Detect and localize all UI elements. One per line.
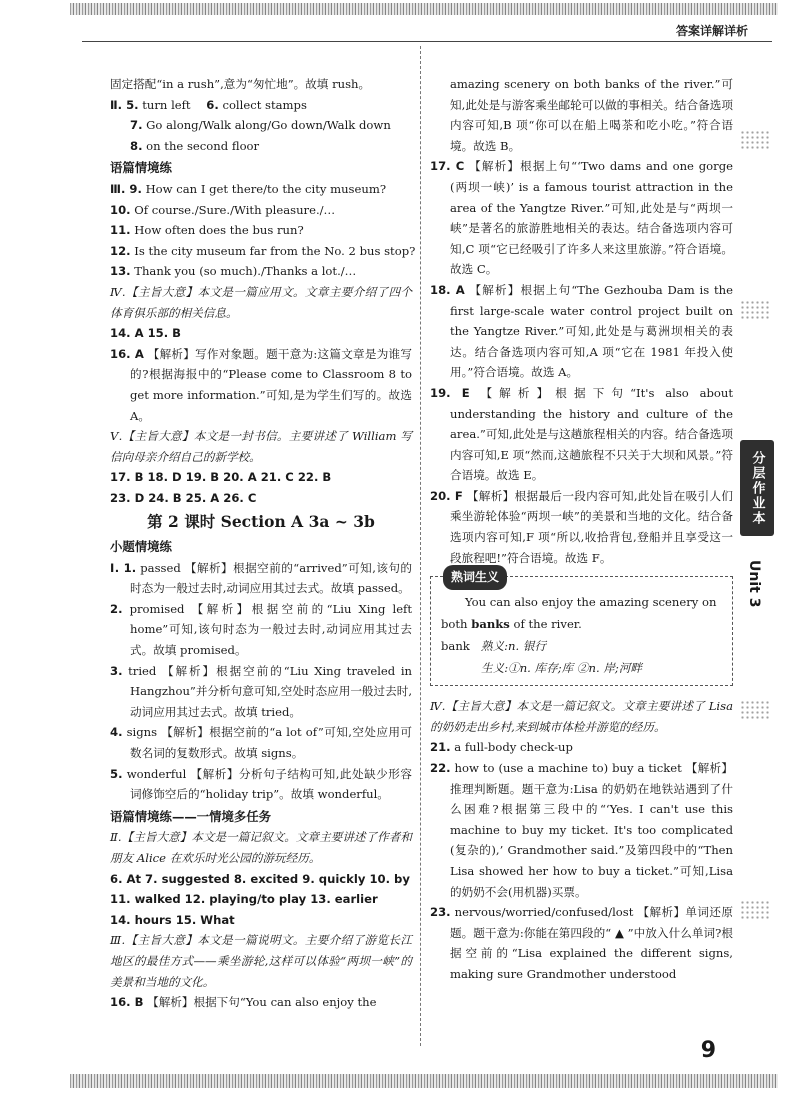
answer-line: 17. B 18. D 19. B 20. A 21. C 22. B bbox=[110, 470, 332, 485]
answer-explanation: amazing scenery on both banks of the river.”可知,此处是与游客乘坐邮轮可以做的事相关。结合备选项内容可知,B 项“你可以在船上喝茶和吃小吃。”符合语境。故选 B。 bbox=[450, 77, 733, 153]
main-idea: Ⅲ.【主旨大意】本文是一篇说明文。主要介绍了游览长江地区的最佳方式——乘坐游轮,这样可以体验“两坝一峡”的美景和当地的文化。 bbox=[110, 933, 412, 989]
answer-line: 8. on the second floor bbox=[130, 138, 260, 153]
bottom-decorative-band bbox=[70, 1074, 778, 1088]
page-number: 9 bbox=[700, 1038, 716, 1063]
answer-line: Ⅱ. 5. turn left 6. collect stamps bbox=[110, 97, 307, 112]
answer-explanation: 17. C 【解析】根据上句“‘Two dams and one gorge (两坝一峡)’ is a famous tourist attraction in the area of the Yangtze River.”可知,此处是与“两坝一峡”是著名的旅游胜地相关的表达。结合备选项内容可知,C 项“它已经吸引了许多人来这里旅游。”符合语境。故选 C。 bbox=[430, 159, 733, 277]
header-rule bbox=[82, 41, 772, 42]
margin-dots bbox=[740, 700, 770, 720]
vocab-note-title: 熟词生义 bbox=[443, 565, 507, 590]
answer-explanation: 23. nervous/worried/confused/lost 【解析】单词还原题。题干意为:你能在第四段的“ ▲ ”中放入什么单词?根据空前的“Lisa explained the different signs, making sure Grandmother understood bbox=[430, 905, 733, 981]
answer-line: 14. A 15. B bbox=[110, 326, 181, 341]
answer-line: Ⅲ. 9. How can I get there/to the city museum? bbox=[110, 181, 387, 196]
vocab-familiar-meaning: bank 熟义:n. 银行 bbox=[441, 639, 547, 654]
answer-explanation: 19. E 【解析】根据下句“It's also about understanding the history and culture of the area.”可知,此处是与这趟旅程相关的内容。结合备选项内容可知,E 项“然而,这趟旅程不只关于大坝和风景。”符合语境。故选 E。 bbox=[430, 385, 734, 483]
answer-line: 6. At 7. suggested 8. excited 9. quickly 10. by bbox=[110, 871, 410, 886]
vocab-note-box bbox=[430, 570, 733, 686]
main-idea: Ⅳ.【主旨大意】本文是一篇记叙文。文章主要讲述了 Lisa 的奶奶走出乡村,来到城市体检并游览的经历。 bbox=[430, 699, 733, 734]
vocab-new-meaning: 生义:①n. 库存;库 ②n. 岸;河畔 bbox=[481, 661, 643, 676]
right-column bbox=[430, 74, 733, 985]
answer-line: 21. a full-body check-up bbox=[430, 740, 573, 755]
answer-explanation: 3. tried 【解析】根据空前的“Liu Xing traveled in Hangzhou”并分析句意可知,空处时态应用一般过去时,动词应用其过去式。故填 tried。 bbox=[110, 663, 413, 719]
answer-line: 23. D 24. B 25. A 26. C bbox=[110, 490, 257, 505]
section-heading: 语篇情境练 bbox=[110, 160, 172, 176]
main-idea: Ⅳ.【主旨大意】本文是一篇应用文。文章主要介绍了四个体育俱乐部的相关信息。 bbox=[110, 284, 412, 320]
unit-label: Unit 3 bbox=[746, 560, 762, 608]
column-divider bbox=[420, 46, 421, 1046]
answer-explanation: 20. F 【解析】根据最后一段内容可知,此处旨在吸引人们乘坐游轮体验“两坝一峡”的美景和当地的文化。结合备选项内容可知,F 项“所以,收拾背包,登船并且享受这一段旅程吧!”符合语境。故选 F。 bbox=[430, 488, 734, 565]
answer-explanation: 16. A 【解析】写作对象题。题干意为:这篇文章是为谁写的?根据海报中的“Please come to Classroom 8 to get more information.”可知,是为学生们写的。故选 A。 bbox=[110, 346, 412, 423]
answer-line: 11. How often does the bus run? bbox=[110, 223, 304, 238]
margin-dots bbox=[740, 130, 770, 150]
margin-dots bbox=[740, 300, 770, 320]
answer-line: 7. Go along/Walk along/Go down/Walk down bbox=[130, 118, 391, 133]
answer-explanation: Ⅰ. 1. passed 【解析】根据空前的“arrived”可知,该句的时态为一般过去时,动词应用其过去式。故填 passed。 bbox=[110, 560, 413, 596]
chapter-side-tab: 分层作业本 bbox=[740, 440, 774, 536]
answer-line: 13. Thank you (so much)./Thanks a lot./… bbox=[110, 264, 357, 279]
main-idea: Ⅴ.【主旨大意】本文是一封书信。主要讲述了 William 写信向母亲介绍自己的新学校。 bbox=[110, 429, 412, 464]
vocab-example: You can also enjoy the amazing scenery on both banks of the river. bbox=[441, 595, 717, 632]
answer-line: 12. Is the city museum far from the No. 2 bus stop? bbox=[110, 243, 416, 258]
answer-explanation: 18. A 【解析】根据上句“The Gezhouba Dam is the first large-scale water control project built on the Yangtze River.”可知,此处是与葛洲坝相关的表达。结合备选项内容可知,A 项“它在 1981 年投入使用。”符合语境。故选 A。 bbox=[430, 282, 733, 380]
section-heading: 语篇情境练——一情境多任务 bbox=[110, 808, 272, 824]
answer-explanation: 2. promised 【解析】根据空前的“Liu Xing left home”可知,该句时态为一般过去时,动词应用其过去式。故填 promised。 bbox=[110, 601, 413, 658]
left-column bbox=[110, 74, 416, 1013]
main-idea: Ⅱ.【主旨大意】本文是一篇记叙文。文章主要讲述了作者和朋友 Alice 在欢乐时光公园的游玩经历。 bbox=[110, 830, 412, 865]
answer-explanation: 5. wonderful 【解析】分析句子结构可知,此处缺少形容词修饰空后的“holiday trip”。故填 wonderful。 bbox=[110, 766, 412, 802]
answer-explanation: 16. B 【解析】根据下句“You can also enjoy the bbox=[110, 995, 377, 1010]
section-heading: 小题情境练 bbox=[110, 539, 172, 555]
answer-line: 10. Of course./Sure./With pleasure./… bbox=[110, 202, 336, 217]
vocab-keyword: banks bbox=[471, 617, 510, 632]
answer-explanation: 22. how to (use a machine to) buy a ticket 【解析】推理判断题。题干意为:Lisa 的奶奶在地铁站遇到了什么困难?根据第三段中的“‘Yes. I can't use this machine to buy my ticket. It's too complicated (复杂的),’ Grandmother said.”及第四段中的“Then Lisa showed her how to buy a ticket.”可知,Lisa 的奶奶不会(用机器)买票。 bbox=[430, 761, 733, 899]
answer-explanation: 4. signs 【解析】根据空前的“a lot of”可知,空处应用可数名词的复数形式。故填 signs。 bbox=[110, 725, 412, 760]
answer-line: 固定搭配“in a rush”,意为“匆忙地”。故填 rush。 bbox=[110, 77, 371, 91]
lesson-heading: 第 2 课时 Section A 3a ~ 3b bbox=[147, 512, 375, 532]
top-decorative-band bbox=[70, 3, 778, 15]
page-header-title: 答案详解详析 bbox=[675, 24, 748, 38]
answer-line: 14. hours 15. What bbox=[110, 912, 235, 927]
answer-line: 11. walked 12. playing/to play 13. earlier bbox=[110, 892, 378, 907]
margin-dots bbox=[740, 900, 770, 920]
